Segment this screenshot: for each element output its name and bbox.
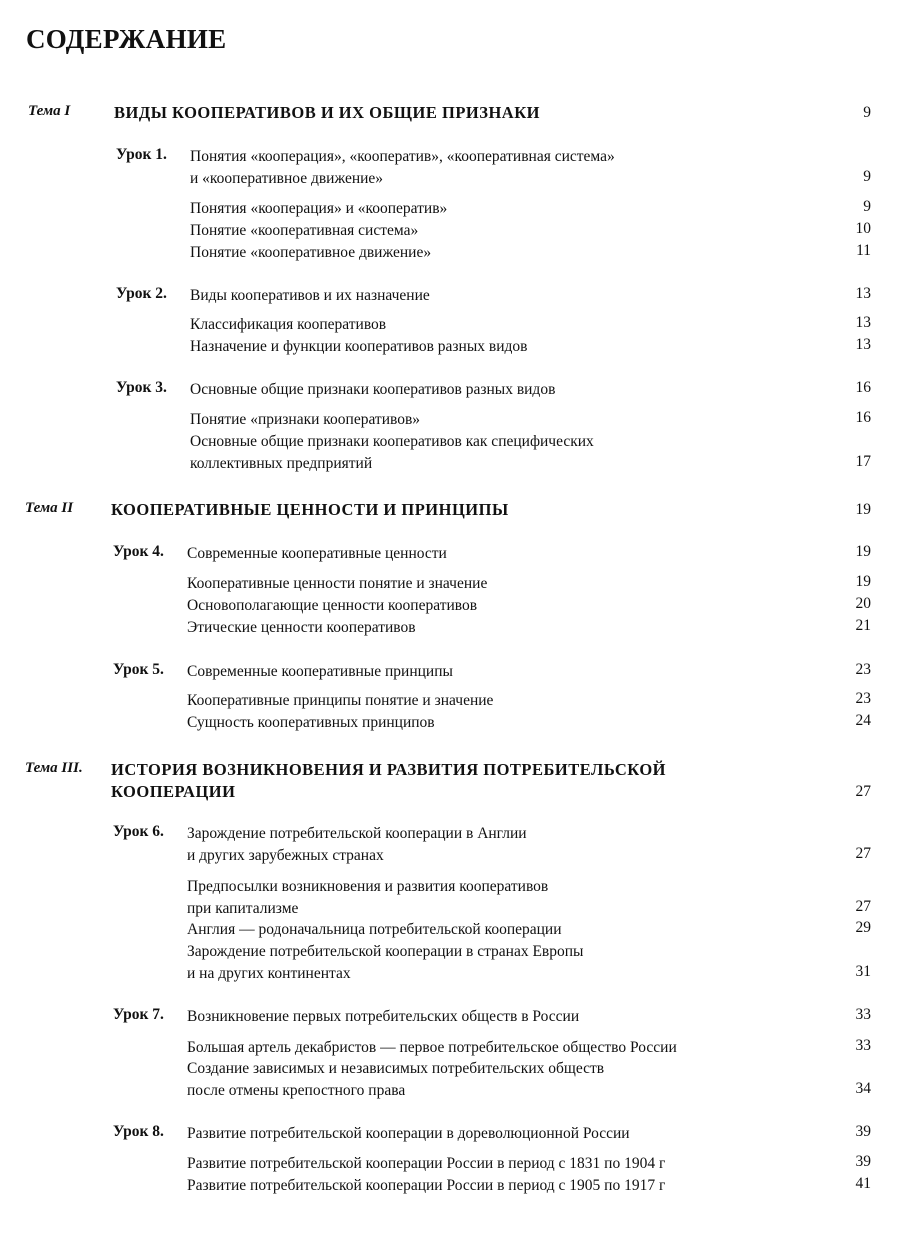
toc-entry-line: Развитие потребительской кооперации России в период с 1831 по 1904 г (187, 1155, 666, 1172)
toc-entry-page-number: 19 (855, 573, 871, 590)
toc-entry-page-number: 20 (855, 595, 871, 612)
lesson-label: Урок 6. (113, 823, 164, 840)
toc-entry-page-number: 23 (855, 690, 871, 707)
toc-entry-line: Основные общие признаки кооперативов как специфических (190, 433, 594, 450)
toc-entry-page-number: 9 (863, 198, 871, 215)
toc-entry-page-number: 29 (855, 919, 871, 936)
theme-label: Тема I (28, 103, 71, 119)
toc-entry-page-number: 33 (855, 1037, 871, 1054)
toc-entry-line: Понятие «кооперативная система» (190, 222, 419, 239)
toc-entry-line: Кооперативные принципы понятие и значение (187, 692, 494, 709)
lesson-page-number: 23 (855, 661, 871, 678)
lesson-page-number: 39 (855, 1123, 871, 1140)
toc-entry-line: коллективных предприятий (190, 454, 373, 472)
toc-entry-line: Этические ценности кооперативов (187, 619, 416, 636)
lesson-page-number: 27 (855, 844, 871, 862)
lesson-label: Урок 5. (113, 661, 164, 678)
toc-entry-line: Основополагающие ценности кооперативов (187, 597, 478, 614)
theme-label: Тема II (25, 500, 74, 516)
theme-page-number: 19 (855, 501, 871, 518)
lesson-title-line: Зарождение потребительской кооперации в Англии (187, 825, 527, 842)
lesson-title-line: Развитие потребительской кооперации в дореволюционной России (187, 1125, 630, 1142)
lesson-title-line: Возникновение первых потребительских обществ в России (187, 1008, 580, 1025)
toc-entry-line: Понятия «кооперация» и «кооператив» (190, 200, 448, 217)
lesson-title-line: и других зарубежных странах (187, 846, 384, 864)
toc-entry-line: после отмены крепостного права (187, 1081, 406, 1099)
toc-entry-page-number: 34 (855, 1079, 871, 1097)
toc-entry-page-number: 17 (855, 452, 871, 470)
toc-entry-line: при капитализме (187, 899, 299, 917)
theme-title-line: КООПЕРАЦИИ (111, 782, 236, 801)
toc-entry-line: Предпосылки возникновения и развития кооперативов (187, 878, 549, 895)
toc-entry-line: Сущность кооперативных принципов (187, 714, 435, 731)
theme-title-line: КООПЕРАТИВНЫЕ ЦЕННОСТИ И ПРИНЦИПЫ (111, 500, 509, 519)
toc-entry-line: Назначение и функции кооперативов разных видов (190, 338, 528, 355)
toc-entry-line: Англия — родоначальница потребительской кооперации (187, 921, 562, 938)
lesson-label: Урок 1. (116, 146, 167, 163)
toc-entry-page-number: 41 (855, 1175, 871, 1192)
toc-entry-page-number: 10 (855, 220, 871, 237)
lesson-page-number: 33 (855, 1006, 871, 1023)
toc-entry-line: Создание зависимых и независимых потребительских обществ (187, 1060, 605, 1077)
lesson-title-line: и «кооперативное движение» (190, 169, 384, 187)
toc-entry-page-number: 21 (855, 617, 871, 634)
toc-entry-page-number: 16 (855, 409, 871, 426)
lesson-label: Урок 4. (113, 543, 164, 560)
theme-title-line: ВИДЫ КООПЕРАТИВОВ И ИХ ОБЩИЕ ПРИЗНАКИ (114, 103, 540, 122)
toc-entry-line: Кооперативные ценности понятие и значение (187, 575, 488, 592)
lesson-page-number: 19 (855, 543, 871, 560)
toc-entry-line: Развитие потребительской кооперации России в период с 1905 по 1917 г (187, 1177, 666, 1194)
lesson-page-number: 9 (863, 167, 871, 185)
toc-entry-line: Зарождение потребительской кооперации в странах Европы (187, 943, 584, 960)
page-title: СОДЕРЖАНИЕ (26, 24, 227, 54)
toc-entry-line: Понятие «кооперативное движение» (190, 244, 432, 261)
theme-page-number: 27 (855, 783, 871, 800)
toc-entry-line: Большая артель декабристов — первое потребительское общество России (187, 1039, 677, 1056)
lesson-page-number: 13 (855, 285, 871, 302)
lesson-title-line: Современные кооперативные принципы (187, 663, 453, 680)
toc-entry-line: и на других континентах (187, 964, 351, 982)
lesson-title-line: Виды кооперативов и их назначение (190, 287, 430, 304)
toc-entry-line: Понятие «признаки кооперативов» (190, 411, 421, 428)
lesson-label: Урок 8. (113, 1123, 164, 1140)
theme-title-line: ИСТОРИЯ ВОЗНИКНОВЕНИЯ И РАЗВИТИЯ ПОТРЕБИТЕЛЬСКОЙ (111, 760, 666, 779)
lesson-title-line: Основные общие признаки кооперативов разных видов (190, 381, 556, 398)
theme-page-number: 9 (863, 104, 871, 121)
toc-entry-page-number: 39 (855, 1153, 871, 1170)
lesson-title-line: Понятия «кооперация», «кооператив», «кооперативная система» (190, 148, 615, 165)
toc-entry-page-number: 11 (856, 242, 871, 259)
toc-entry-page-number: 13 (855, 336, 871, 353)
lesson-label: Урок 2. (116, 285, 167, 302)
lesson-label: Урок 7. (113, 1006, 164, 1023)
toc-entry-line: Классификация кооперативов (190, 316, 387, 333)
toc-entry-page-number: 24 (855, 712, 871, 729)
toc-entry-page-number: 31 (855, 962, 871, 980)
lesson-label: Урок 3. (116, 379, 167, 396)
toc-entry-page-number: 13 (855, 314, 871, 331)
lesson-page-number: 16 (855, 379, 871, 396)
theme-label: Тема III. (25, 760, 83, 776)
lesson-title-line: Современные кооперативные ценности (187, 545, 447, 562)
toc-entry-page-number: 27 (855, 897, 871, 915)
